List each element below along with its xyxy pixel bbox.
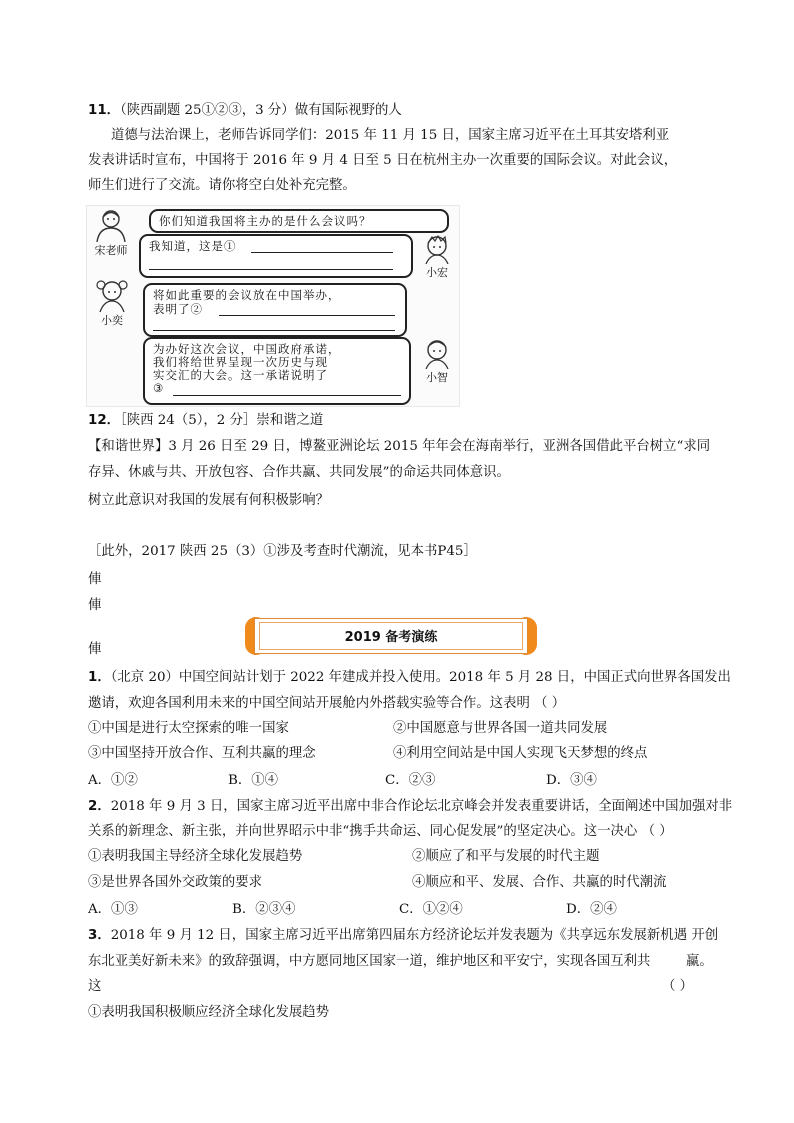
practice3-option-1: ①表明我国积极顺应经济全球化发展趋势 bbox=[88, 1005, 330, 1020]
practice1-choice-d[interactable]: D．③④ bbox=[546, 773, 597, 788]
practice1-number: 1． bbox=[88, 670, 111, 685]
q11-number: 11． bbox=[88, 103, 121, 118]
practice1-stem-line-1 bbox=[88, 668, 731, 688]
banner-frame bbox=[254, 618, 528, 654]
answer-blank-3 bbox=[173, 395, 401, 396]
answer-blank-2 bbox=[219, 315, 395, 316]
student3-bubble bbox=[143, 337, 411, 405]
answer-blank-1 bbox=[251, 252, 393, 253]
q12-material-line-2: 存异、休戚与共、开放包容、合作共赢、共同发展”的命运共同体意识。 bbox=[88, 465, 510, 480]
student3-line-3: 实交汇的大会。这一承诺说明了 bbox=[153, 368, 328, 382]
practice1-stem-text-1: （北京 20）中国空间站计划于 2022 年建成并投入使用。2018 年 5 月 28 日，中国正式向世界各国发出 bbox=[110, 670, 731, 685]
teacher-figure bbox=[89, 208, 133, 257]
student1-figure bbox=[417, 234, 457, 279]
dialogue-comic bbox=[86, 205, 460, 407]
practice2-option-2: ②顺应了和平与发展的时代主题 bbox=[412, 849, 600, 864]
practice2-choice-d[interactable]: D．②④ bbox=[566, 902, 617, 917]
answer-space-2: 俥 bbox=[88, 598, 102, 613]
answer-blank-1b bbox=[149, 269, 393, 270]
practice2-stem-line-2: 关系的新理念、新主张，并向世界昭示中非“携手共命运、同心促发展”的坚定决心。这一决心 （ ） bbox=[88, 824, 673, 839]
student1-bubble bbox=[139, 234, 413, 278]
practice1-option-4: ④利用空间站是中国人实现飞天梦想的终点 bbox=[393, 746, 648, 761]
practice2-option-4: ④顺应和平、发展、合作、共赢的时代潮流 bbox=[412, 875, 667, 890]
practice1-choice-b[interactable]: B．①④ bbox=[228, 773, 279, 788]
student2-figure bbox=[89, 278, 135, 327]
practice3-answer-paren: （ ） bbox=[662, 979, 694, 994]
practice1-stem-line-2: 邀请，欢迎各国利用未来的中国空间站开展舱内外搭载实验等合作。这表明 （ ） bbox=[88, 696, 566, 711]
boy-avatar-icon bbox=[420, 234, 454, 264]
practice1-choice-c[interactable]: C．②③ bbox=[385, 773, 436, 788]
student2-line-1: 将如此重要的会议放在中国举办， bbox=[153, 288, 341, 302]
practice2-stem-text-1: 2018 年 9 月 3 日，国家主席习近平出席中非合作论坛北京峰会并发表重要讲话，全面阐述中国加强对非 bbox=[110, 799, 733, 814]
student3-line-2: 我们将给世界呈现一次历史与现 bbox=[153, 355, 328, 369]
q12-material-line-1: 【和谐世界】3 月 26 日至 29 日，博鳌亚洲论坛 2015 年年会在海南举行，亚洲各国借此平台树立“求同 bbox=[88, 439, 711, 454]
student2-bubble bbox=[143, 283, 407, 337]
q11-paragraph-line-1: 道德与法治课上，老师告诉同学们：2015 年 11 月 15 日，国家主席习近平在土耳其安塔利亚 bbox=[111, 128, 670, 143]
q11-paragraph-line-2: 发表讲话时宣布，中国将于 2016 年 9 月 4 日至 5 日在杭州主办一次重要的国际会议。对此会议， bbox=[88, 153, 678, 168]
q12-number: 12． bbox=[88, 413, 121, 428]
boy-avatar-icon bbox=[420, 337, 454, 369]
student3-line-4: ③ bbox=[153, 381, 165, 395]
answer-space-3: 俥 bbox=[88, 642, 102, 657]
student1-text: 我知道，这是① bbox=[149, 239, 237, 253]
q12-reference-note: ［此外，2017 陕西 25（3）①涉及考查时代潮流，见本书P45］ bbox=[88, 544, 477, 559]
practice3-stem-text-1: 2018 年 9 月 12 日，国家主席习近平出席第四届东方经济论坛并发表题为《共享远东发展新机遇 开创 bbox=[110, 928, 719, 943]
teacher-avatar-icon bbox=[91, 208, 131, 242]
practice3-stem-line-2-end: 赢。 bbox=[686, 954, 713, 969]
student3-line-1: 为办好这次会议，中国政府承诺， bbox=[153, 342, 341, 356]
practice3-stem-line-3: 这 bbox=[88, 979, 102, 994]
practice1-option-1: ①中国是进行太空探索的唯一国家 bbox=[88, 721, 289, 736]
practice1-choice-a[interactable]: A．①② bbox=[88, 773, 138, 788]
practice3-stem-line-2: 东北亚美好新未来》的致辞强调，中方愿同地区国家一道，维护地区和平安宁，实现各国互利共 bbox=[88, 954, 651, 969]
practice2-choice-b[interactable]: B．②③④ bbox=[232, 902, 296, 917]
practice3-stem-line-1 bbox=[88, 926, 718, 946]
practice2-option-3: ③是世界各国外交政策的要求 bbox=[88, 875, 263, 890]
practice2-choice-a[interactable]: A．①③ bbox=[88, 902, 138, 917]
student3-figure bbox=[417, 337, 457, 384]
student2-name: 小奕 bbox=[101, 314, 123, 327]
practice1-option-3: ③中国坚持开放合作、互利共赢的理念 bbox=[88, 746, 316, 761]
q12-question: 树立此意识对我国的发展有何积极影响？ bbox=[88, 493, 330, 508]
student1-name: 小宏 bbox=[426, 266, 448, 279]
practice2-number: 2． bbox=[88, 799, 111, 814]
section-banner bbox=[245, 617, 537, 655]
q12-heading bbox=[88, 411, 323, 431]
q11-heading bbox=[88, 101, 402, 121]
answer-space-1: 俥 bbox=[88, 572, 102, 587]
banner-title: 2019 备考演练 bbox=[344, 630, 438, 645]
practice2-stem-line-1 bbox=[88, 797, 732, 817]
q11-paragraph-line-3: 师生们进行了交流。请你将空白处补充完整。 bbox=[88, 178, 356, 193]
practice2-option-1: ①表明我国主导经济全球化发展趋势 bbox=[88, 849, 303, 864]
practice1-option-2: ②中国愿意与世界各国一道共同发展 bbox=[393, 721, 608, 736]
teacher-bubble bbox=[149, 209, 449, 233]
teacher-question: 你们知道我国将主办的是什么会议吗？ bbox=[159, 214, 372, 228]
q12-head: ［陕西 24（5），2 分］崇和谐之道 bbox=[120, 413, 324, 428]
answer-blank-2b bbox=[153, 330, 395, 331]
practice3-number: 3． bbox=[88, 928, 111, 943]
girl-avatar-icon bbox=[92, 278, 132, 312]
q11-head: （陕西副题 25①②③，3 分）做有国际视野的人 bbox=[120, 103, 402, 118]
student2-line-2: 表明了② bbox=[153, 302, 203, 316]
practice2-choice-c[interactable]: C．①②④ bbox=[399, 902, 463, 917]
teacher-name: 宋老师 bbox=[94, 244, 128, 257]
student3-name: 小智 bbox=[426, 371, 448, 384]
